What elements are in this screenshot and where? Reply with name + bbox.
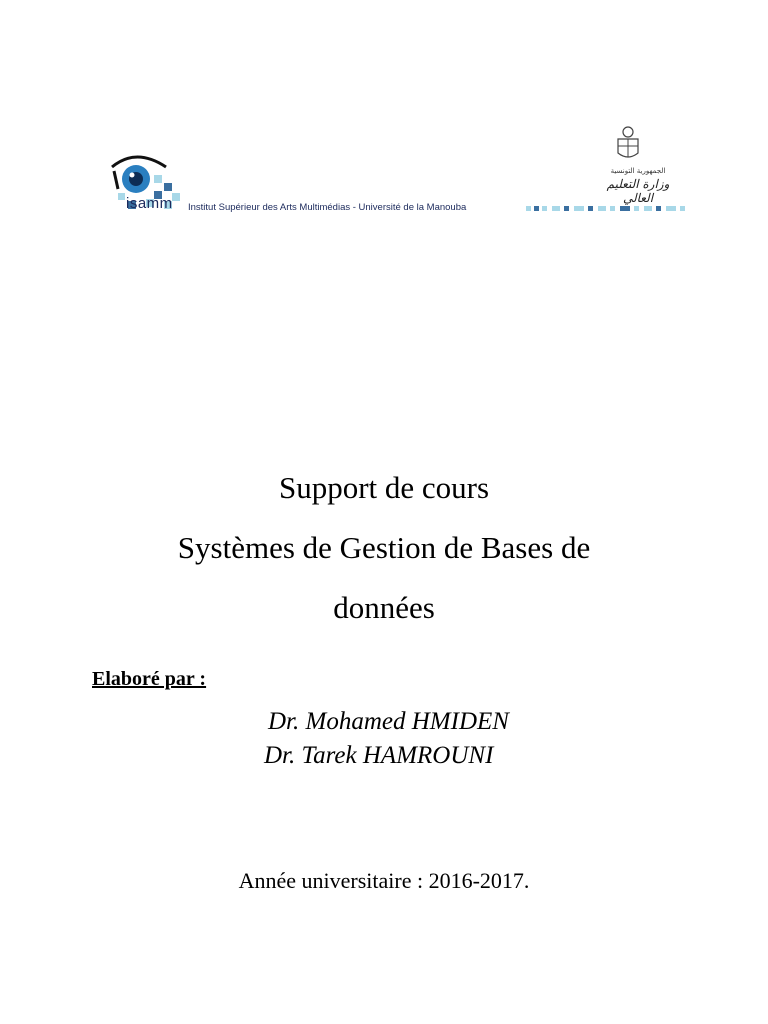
author-name: Dr. Mohamed HMIDEN <box>268 708 509 735</box>
ministry-name-text: وزارة التعليم العالي <box>606 177 670 205</box>
author-name: Dr. Tarek HAMROUNI <box>264 742 494 769</box>
ministry-republic-text: الجمهورية التونسية <box>610 167 666 175</box>
header-banner <box>108 125 688 220</box>
decorative-tile-strip-icon <box>526 206 686 212</box>
academic-year: Année universitaire : 2016-2017. <box>238 868 530 893</box>
authors-label: Elaboré par : <box>92 668 207 690</box>
isamm-logo-text: isamm <box>126 195 173 212</box>
title-line-1: Support de cours <box>278 470 490 505</box>
title-line-2: Systèmes de Gestion de Bases de <box>177 530 591 565</box>
tunisia-emblem-icon <box>613 125 643 163</box>
document-title <box>0 458 768 638</box>
title-line-3: données <box>333 590 435 625</box>
institute-name: Institut Supérieur des Arts Multimédias - Université de la Manouba <box>188 202 467 213</box>
